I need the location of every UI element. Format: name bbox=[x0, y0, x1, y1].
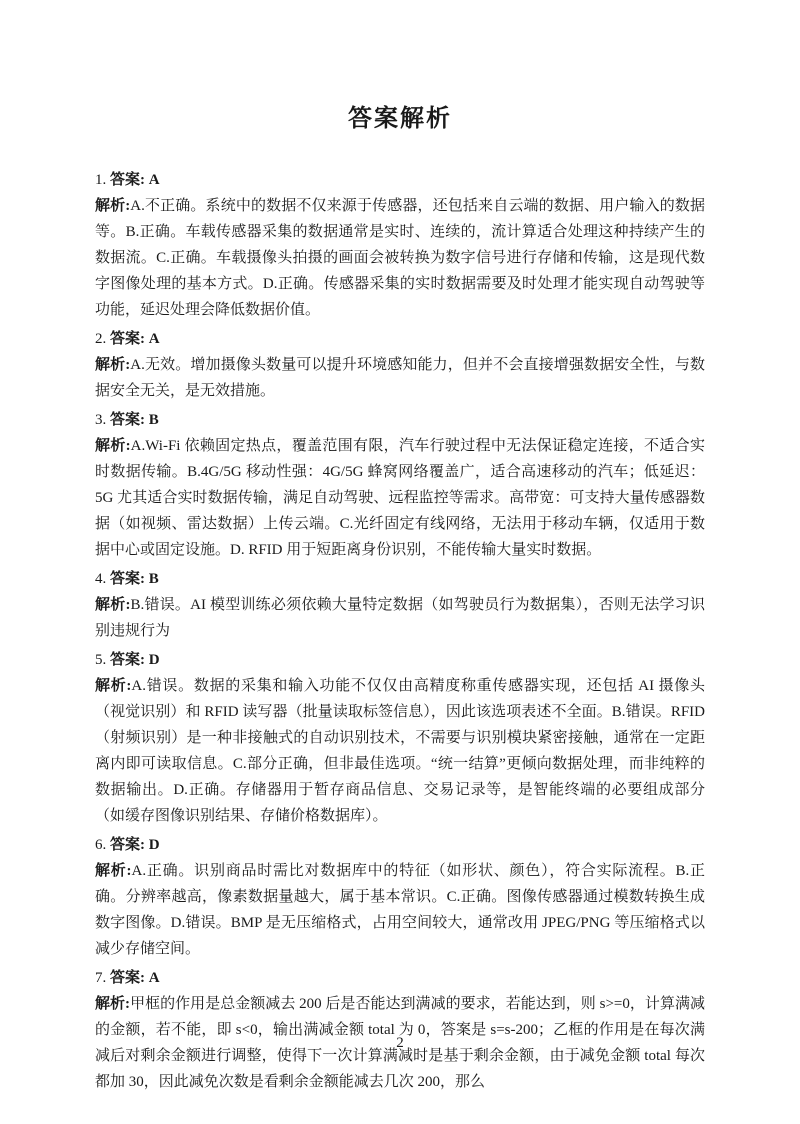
answer-list bbox=[95, 167, 705, 1095]
item-number: 4. bbox=[95, 571, 107, 587]
answer-item bbox=[95, 326, 705, 404]
analysis-label: 解析: bbox=[95, 357, 131, 373]
page-number: 2 bbox=[396, 1035, 404, 1051]
analysis-text: A.不正确。系统中的数据不仅来源于传感器，还包括来自云端的数据、用户输入的数据等。B.正确。车载传感器采集的数据通常是实时、连续的，流计算适合处理这种持续产生的数据流。C.正确。车载摄像头拍摄的画面会被转换为数字信号进行存储和传输，这是现代数字图像处理的基本方式。D.正确。传感器采集的实时数据需要及时处理才能实现自动驾驶等功能，延迟处理会降低数据价值。 bbox=[95, 198, 705, 318]
item-number: 1. bbox=[95, 172, 107, 188]
analysis-text: B.错误。AI 模型训练必须依赖大量特定数据（如驾驶员行为数据集），否则无法学习识别违规行为 bbox=[95, 597, 705, 639]
answer-line bbox=[95, 167, 705, 193]
item-number: 3. bbox=[95, 412, 107, 428]
analysis-text: A.无效。增加摄像头数量可以提升环境感知能力，但并不会直接增强数据安全性，与数据安全无关，是无效措施。 bbox=[95, 357, 705, 399]
analysis-paragraph bbox=[95, 673, 705, 829]
analysis-label: 解析: bbox=[95, 597, 131, 613]
item-number: 5. bbox=[95, 652, 107, 668]
answer-line bbox=[95, 326, 705, 352]
answer-label: 答案: bbox=[110, 172, 145, 188]
answer-value: B bbox=[148, 571, 159, 587]
answer-label: 答案: bbox=[110, 331, 145, 347]
answer-value: D bbox=[148, 652, 160, 668]
answer-line bbox=[95, 965, 705, 991]
analysis-paragraph bbox=[95, 858, 705, 962]
answer-value: D bbox=[148, 837, 160, 853]
analysis-paragraph bbox=[95, 193, 705, 323]
analysis-text: A.错误。数据的采集和输入功能不仅仅由高精度称重传感器实现，还包括 AI 摄像头（视觉识别）和 RFID 读写器（批量读取标签信息），因此该选项表述不全面。B.错误。RFID（射频识别）是一种非接触式的自动识别技术，不需要与识别模块紧密接触，通常在一定距离内即可读取信息。C.部分正确，但非最佳选项。“统一结算”更倾向数据处理，而非纯粹的数据输出。D.正确。存储器用于暂存商品信息、交易记录等，是智能终端的必要组成部分（如缓存图像识别结果、存储价格数据库）。 bbox=[95, 678, 705, 824]
answer-line bbox=[95, 832, 705, 858]
analysis-paragraph bbox=[95, 433, 705, 563]
answer-value: A bbox=[148, 331, 160, 347]
item-number: 7. bbox=[95, 970, 107, 986]
answer-value: A bbox=[148, 172, 160, 188]
answer-value: B bbox=[148, 412, 159, 428]
answer-item bbox=[95, 647, 705, 829]
item-number: 2. bbox=[95, 331, 107, 347]
answer-value: A bbox=[148, 970, 160, 986]
answer-item bbox=[95, 965, 705, 1095]
analysis-label: 解析: bbox=[95, 996, 131, 1012]
answer-label: 答案: bbox=[110, 571, 145, 587]
analysis-paragraph bbox=[95, 592, 705, 644]
answer-label: 答案: bbox=[110, 837, 145, 853]
item-number: 6. bbox=[95, 837, 107, 853]
answer-line bbox=[95, 647, 705, 673]
analysis-label: 解析: bbox=[95, 863, 132, 879]
analysis-label: 解析: bbox=[95, 678, 132, 694]
answer-item bbox=[95, 167, 705, 323]
page-title: 答案解析 bbox=[348, 106, 452, 132]
answer-item bbox=[95, 566, 705, 644]
answer-item bbox=[95, 832, 705, 962]
answer-line bbox=[95, 407, 705, 433]
analysis-label: 解析: bbox=[95, 198, 131, 214]
answer-label: 答案: bbox=[110, 970, 145, 986]
analysis-label: 解析: bbox=[95, 438, 131, 454]
analysis-text: 甲框的作用是总金额减去 200 后是否能达到满减的要求，若能达到，则 s>=0，计算满减的金额，若不能，即 s<0，输出满减金额 total 为 0，答案是 s=s-200；乙框的作用是在每次满减后对剩余金额进行调整，使得下一次计算满减时是基于剩余金额，由于减免金额 total 每次都加 30，因此减免次数是看剩余金额能减去几次 200，那么 bbox=[95, 996, 705, 1090]
answer-item bbox=[95, 407, 705, 563]
analysis-paragraph bbox=[95, 352, 705, 404]
answer-label: 答案: bbox=[110, 652, 145, 668]
answer-label: 答案: bbox=[110, 412, 145, 428]
answer-line bbox=[95, 566, 705, 592]
analysis-text: A.Wi-Fi 依赖固定热点，覆盖范围有限，汽车行驶过程中无法保证稳定连接，不适合实时数据传输。B.4G/5G 移动性强：4G/5G 蜂窝网络覆盖广，适合高速移动的汽车；低延迟：5G 尤其适合实时数据传输，满足自动驾驶、远程监控等需求。高带宽：可支持大量传感器数据（如视频、雷达数据）上传云端。C.光纤固定有线网络，无法用于移动车辆，仅适用于数据中心或固定设施。D. RFID 用于短距离身份识别，不能传输大量实时数据。 bbox=[95, 438, 705, 558]
analysis-text: A.正确。识别商品时需比对数据库中的特征（如形状、颜色），符合实际流程。B.正确。分辨率越高，像素数据量越大，属于基本常识。C.正确。图像传感器通过模数转换生成数字图像。D.错误。BMP 是无压缩格式，占用空间较大，通常改用 JPEG/PNG 等压缩格式以减少存储空间。 bbox=[95, 863, 705, 957]
